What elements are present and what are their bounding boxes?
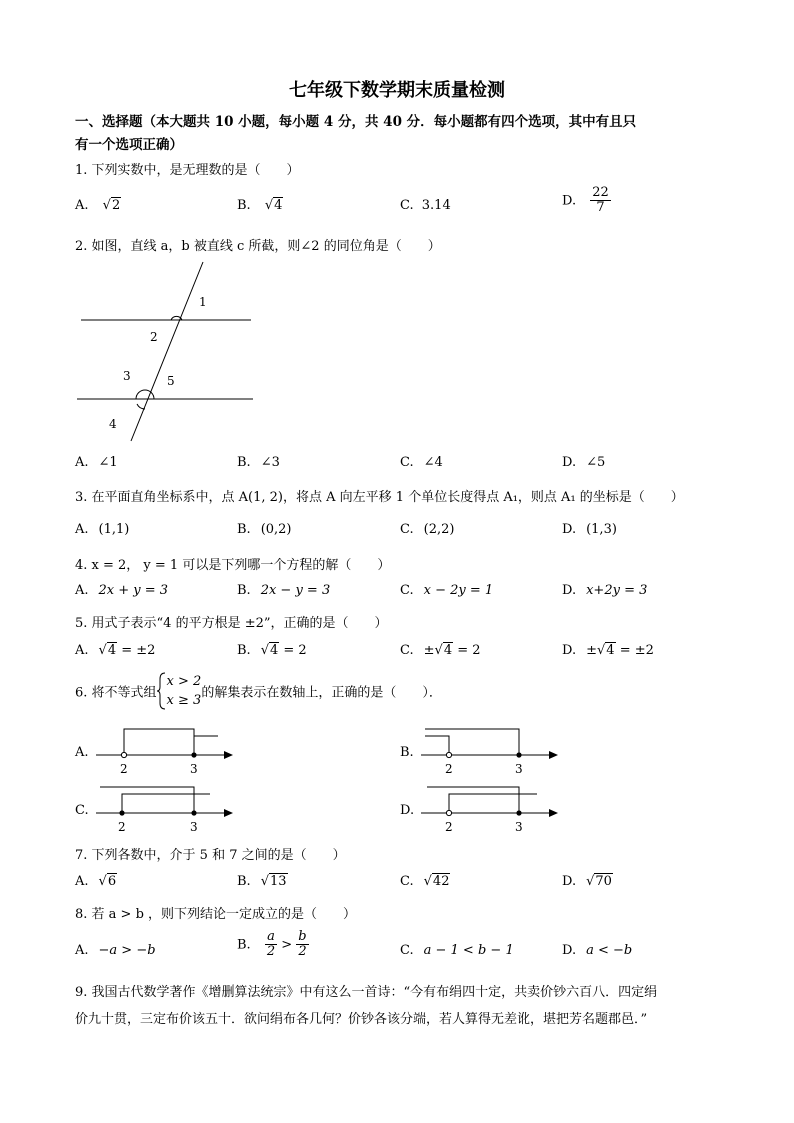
option-value: −a > −b: [98, 943, 156, 958]
q2-transversal-figure: [75, 258, 260, 443]
solution-bracket-x-le-3: [427, 787, 519, 813]
open-point-2: [446, 752, 451, 757]
q8-stem: 8. 若 a > b ，则下列结论一定成立的是（ ）: [75, 907, 357, 922]
closed-point-2: [119, 810, 124, 815]
section-heading-line1: 一、选择题（本大题共 10 小题，每小题 4 分，共 40 分．每小题都有四个选项，其中有且只: [75, 114, 637, 130]
exam-title: 七年级下数学期末质量检测: [289, 80, 505, 101]
denominator: 7: [596, 200, 605, 216]
option-label: A.: [75, 522, 89, 537]
option-value: a − 1 < b − 1: [423, 943, 514, 958]
q4-option-d: [562, 583, 647, 598]
axis-arrow-icon: [224, 751, 233, 759]
numerator: b: [298, 929, 307, 944]
radicand: 4: [269, 643, 279, 658]
q7-option-b: [237, 874, 288, 889]
option-label: B.: [237, 874, 251, 889]
q6-stem: [75, 672, 442, 710]
q5-option-d: [562, 643, 654, 658]
option-label: B.: [237, 643, 251, 658]
option-value: (0,2): [260, 522, 292, 537]
option-label: B.: [237, 455, 251, 470]
radicand: 42: [432, 874, 450, 889]
option-value: x − 2y = 1: [423, 583, 494, 598]
q8-option-d: [562, 943, 632, 958]
option-value: (1,1): [98, 522, 130, 537]
option-label: A.: [75, 583, 89, 598]
option-label: B.: [237, 937, 251, 953]
radicand: 70: [595, 874, 612, 889]
angle-label-5: 5: [167, 374, 175, 388]
q2-option-d: [562, 455, 605, 470]
option-label: A.: [75, 874, 89, 889]
sqrt-expression: √6: [98, 874, 117, 889]
radicand: 4: [107, 643, 117, 658]
closed-point-3: [191, 752, 196, 757]
option-label: C.: [400, 198, 414, 213]
q1-option-c: [400, 198, 451, 213]
tick-label-3: 3: [190, 820, 198, 834]
solution-bracket-x-gt-2: [449, 794, 537, 813]
q2-option-c: [400, 455, 443, 470]
sqrt-expression: √4: [260, 643, 279, 658]
option-value: ∠3: [260, 455, 280, 470]
q6-stem-pre: 6. 将不等式组: [75, 685, 157, 701]
line-c: [131, 262, 203, 441]
option-label: B.: [237, 583, 251, 598]
comparison-operator: >: [281, 937, 293, 953]
option-value: (2,2): [423, 522, 455, 537]
q4-stem: 4. x = 2， y = 1 可以是下列哪一个方程的解（ ）: [75, 558, 391, 573]
q6-option-c-label: C.: [75, 803, 89, 818]
left-brace-icon: [157, 672, 167, 710]
solution-bracket-x-lt-2: [425, 736, 449, 755]
option-label: C.: [400, 943, 414, 958]
open-point-2: [446, 810, 451, 815]
q3-option-d: [562, 522, 617, 537]
q6-number-line-c: [90, 778, 240, 838]
q6-option-a-label: A.: [75, 745, 89, 760]
option-value: ∠5: [586, 455, 606, 470]
denominator: 2: [298, 944, 307, 960]
axis-arrow-icon: [549, 751, 558, 759]
option-label: C.: [400, 522, 414, 537]
radicand: 2: [111, 198, 121, 213]
q5-option-a: [75, 643, 155, 658]
solution-bracket-x-ge-3: [194, 736, 218, 755]
q7-option-a: [75, 874, 117, 889]
option-label: D.: [562, 943, 577, 958]
q9-stem-line2: 价九十贯，三定布价该五十．欲问绢布各几何？价钞各该分端，若人算得无差讹，堪把芳名题郡邑．”: [75, 1012, 648, 1027]
q6-stem-post: 的解集表示在数轴上，正确的是（ ）．: [201, 685, 442, 701]
q5-option-c: [400, 643, 481, 658]
option-value: 2x − y = 3: [260, 583, 331, 598]
sqrt-expression: √4: [98, 643, 117, 658]
fraction-b-over-2: [296, 930, 308, 960]
q3-option-c: [400, 522, 454, 537]
solution-bracket-x-gt-2: [124, 729, 194, 755]
tick-label-2: 2: [445, 820, 453, 834]
denominator: 2: [266, 944, 276, 960]
fraction: [590, 186, 611, 216]
q4-option-c: [400, 583, 493, 598]
sqrt-expression: √42: [423, 874, 450, 889]
option-label: C.: [400, 455, 414, 470]
q4-option-b: [237, 583, 330, 598]
angle-label-4: 4: [109, 417, 117, 431]
closed-point-3: [191, 810, 196, 815]
sqrt-expression: √4: [434, 643, 453, 658]
q6-number-line-d: [415, 778, 565, 838]
open-point-2: [121, 752, 126, 757]
option-label: D.: [562, 455, 577, 470]
solution-bracket-x-le-3: [425, 729, 519, 755]
q8-option-a: [75, 943, 156, 958]
option-rest: = 2: [453, 643, 481, 658]
tick-label-2: 2: [120, 762, 128, 776]
option-label: D.: [562, 643, 577, 658]
option-label: D.: [562, 874, 577, 889]
q5-stem: 5. 用式子表示“4 的平方根是 ±2”，正确的是（ ）: [75, 616, 388, 631]
q6-number-line-b: [415, 720, 565, 780]
tick-label-3: 3: [515, 820, 523, 834]
solution-bracket-x-ge-2: [122, 794, 210, 813]
angle-label-2: 2: [150, 330, 158, 344]
radicand: 6: [107, 874, 117, 889]
q7-option-d: [562, 874, 613, 889]
option-rest: = 2: [279, 643, 307, 658]
q6-number-line-a: [90, 720, 240, 780]
option-label: A.: [75, 455, 89, 470]
tick-label-2: 2: [445, 762, 453, 776]
sqrt-expression: √4: [597, 643, 615, 658]
q2-stem: 2. 如图，直线 a，b 被直线 c 所截，则∠2 的同位角是（ ）: [75, 239, 441, 254]
axis-arrow-icon: [224, 809, 233, 817]
inequality-system: [157, 672, 202, 710]
sqrt-expression: √13: [260, 874, 287, 889]
option-value: (1,3): [586, 522, 617, 537]
q8-option-c: [400, 943, 514, 958]
plus-minus: ±: [423, 643, 435, 658]
option-label: A.: [75, 643, 89, 658]
radicand: 4: [443, 643, 453, 658]
q7-option-c: [400, 874, 450, 889]
q7-stem: 7. 下列各数中，介于 5 和 7 之间的是（ ）: [75, 848, 346, 863]
axis-arrow-icon: [549, 809, 558, 817]
sqrt-expression: √4: [264, 198, 283, 213]
sqrt-expression: √2: [102, 198, 121, 213]
sqrt-expression: √70: [586, 874, 612, 889]
solution-bracket-x-le-3: [100, 787, 194, 813]
q4-option-a: [75, 583, 168, 598]
option-label: D.: [562, 583, 577, 598]
q9-stem-line1: 9. 我国古代数学著作《增删算法统宗》中有这么一首诗：“今有布绢四十定，共卖价钞六百八．四定绢: [75, 985, 658, 1000]
angle-label-3: 3: [123, 369, 131, 383]
q6-option-d-label: D.: [400, 803, 415, 818]
inequality-2: x ≥ 3: [166, 693, 202, 708]
q6-option-b-label: B.: [400, 745, 414, 760]
option-value: x+2y = 3: [586, 583, 648, 598]
q1-stem: 1. 下列实数中，是无理数的是（ ）: [75, 163, 300, 178]
q3-option-a: [75, 522, 129, 537]
closed-point-3: [516, 752, 521, 757]
numerator: a: [265, 930, 277, 945]
q3-option-b: [237, 522, 292, 537]
option-label: A.: [75, 943, 89, 958]
plus-minus: ±: [586, 643, 597, 658]
radicand: 13: [269, 874, 287, 889]
closed-point-3: [516, 810, 521, 815]
option-value: 3.14: [421, 198, 451, 213]
option-label: C.: [400, 874, 414, 889]
numerator: 22: [592, 185, 609, 200]
inequality-1: x > 2: [166, 674, 202, 689]
tick-label-2: 2: [118, 820, 126, 834]
q3-stem: 3. 在平面直角坐标系中，点 A(1, 2)，将点 A 向左平移 1 个单位长度得点 A₁，则点 A₁ 的坐标是（ ）: [75, 490, 684, 505]
fraction-a-over-2: [265, 930, 277, 960]
option-label: C.: [400, 643, 414, 658]
angle-label-1: 1: [199, 295, 207, 309]
option-label: D.: [562, 522, 577, 537]
tick-label-3: 3: [190, 762, 198, 776]
option-label: B.: [237, 198, 251, 213]
option-value: 2x + y = 3: [98, 583, 169, 598]
q1-option-a: [75, 198, 121, 213]
option-value: ∠1: [98, 455, 118, 470]
q5-option-b: [237, 643, 307, 658]
option-label: A.: [75, 198, 89, 213]
q2-option-a: [75, 455, 118, 470]
option-label: C.: [400, 583, 414, 598]
radicand: 4: [274, 198, 283, 213]
q1-option-d: [562, 186, 611, 216]
q8-option-b: [237, 930, 309, 960]
q1-option-b: [237, 198, 283, 213]
section-heading-line2: 有一个选项正确）: [75, 137, 183, 153]
option-value: ∠4: [423, 455, 443, 470]
option-rest: = ±2: [615, 643, 654, 658]
q2-option-b: [237, 455, 280, 470]
option-value: a < −b: [586, 943, 633, 958]
option-label: B.: [237, 522, 251, 537]
tick-label-3: 3: [515, 762, 523, 776]
option-rest: = ±2: [117, 643, 156, 658]
option-label: D.: [562, 193, 577, 209]
radicand: 4: [606, 643, 615, 658]
